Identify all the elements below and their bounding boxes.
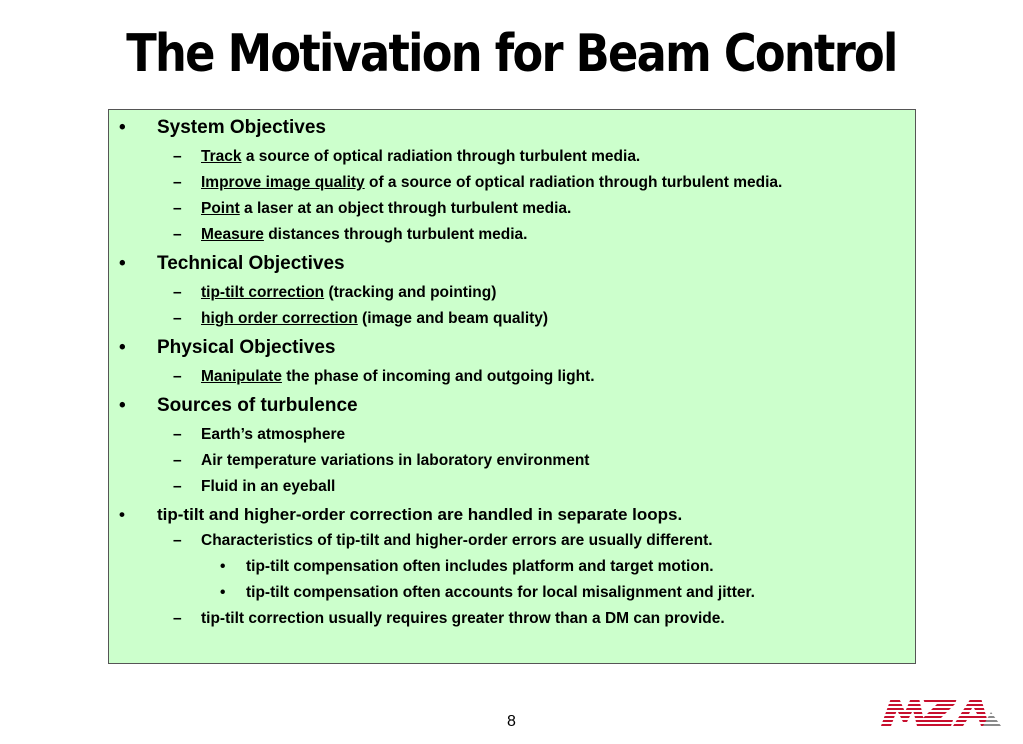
- sub-item-text: distances through turbulent media.: [263, 226, 528, 243]
- underlined-term: Track: [201, 148, 242, 165]
- bullet-heading: Physical Objectives: [157, 337, 336, 358]
- underlined-term: Point: [201, 200, 240, 217]
- bullet-glyph: •: [220, 558, 226, 575]
- sub-sub-item-text: tip-tilt compensation often includes platform and target motion.: [246, 558, 714, 575]
- bullet-glyph: •: [119, 117, 126, 138]
- dash-glyph: –: [173, 478, 182, 495]
- page-number: 8: [507, 713, 516, 730]
- underlined-term: tip-tilt correction: [201, 284, 325, 301]
- underlined-term: Improve image quality: [201, 174, 365, 191]
- dash-glyph: –: [173, 426, 182, 443]
- mza-logo: [879, 692, 1003, 728]
- dash-glyph: –: [173, 284, 182, 301]
- sub-sub-item-text: tip-tilt compensation often accounts for local misalignment and jitter.: [246, 584, 755, 601]
- bullet-heading: Technical Objectives: [157, 253, 345, 274]
- sub-item-text: (image and beam quality): [357, 310, 549, 327]
- sub-item-text: tip-tilt correction usually requires greater throw than a DM can provide.: [201, 610, 725, 627]
- underlined-term: Measure: [201, 226, 264, 243]
- sub-item-text: Earth’s atmosphere: [201, 426, 346, 443]
- sub-item-text: (tracking and pointing): [324, 284, 497, 301]
- sub-item-text: a laser at an object through turbulent media.: [239, 200, 572, 217]
- dash-glyph: –: [173, 226, 182, 243]
- bullet-glyph: •: [220, 584, 226, 601]
- dash-glyph: –: [173, 532, 182, 549]
- dash-glyph: –: [173, 200, 182, 217]
- sub-item-text: the phase of incoming and outgoing light.: [281, 368, 595, 385]
- bullet-heading: System Objectives: [157, 117, 326, 138]
- bullet-glyph: •: [119, 395, 126, 416]
- dash-glyph: –: [173, 174, 182, 191]
- underlined-term: Manipulate: [201, 368, 282, 385]
- dash-glyph: –: [173, 610, 182, 627]
- sub-item-text: a source of optical radiation through turbulent media.: [241, 148, 641, 165]
- bullet-glyph: •: [119, 337, 126, 358]
- sub-item-text: Characteristics of tip-tilt and higher-order errors are usually different.: [201, 532, 713, 549]
- content-box: [108, 109, 916, 664]
- dash-glyph: –: [173, 368, 182, 385]
- dash-glyph: –: [173, 452, 182, 469]
- bullet-glyph: •: [119, 253, 126, 274]
- underlined-term: high order correction: [201, 310, 358, 327]
- bullet-glyph: •: [119, 505, 125, 524]
- sub-item-text: Air temperature variations in laboratory environment: [201, 452, 590, 469]
- bullet-heading: Sources of turbulence: [157, 395, 358, 416]
- dash-glyph: –: [173, 148, 182, 165]
- sub-item-text: of a source of optical radiation through turbulent media.: [364, 174, 783, 191]
- bullet-heading: tip-tilt and higher-order correction are handled in separate loops.: [157, 505, 683, 524]
- slide-title: The Motivation for Beam Control: [126, 24, 897, 84]
- dash-glyph: –: [173, 310, 182, 327]
- sub-item-text: Fluid in an eyeball: [201, 478, 336, 495]
